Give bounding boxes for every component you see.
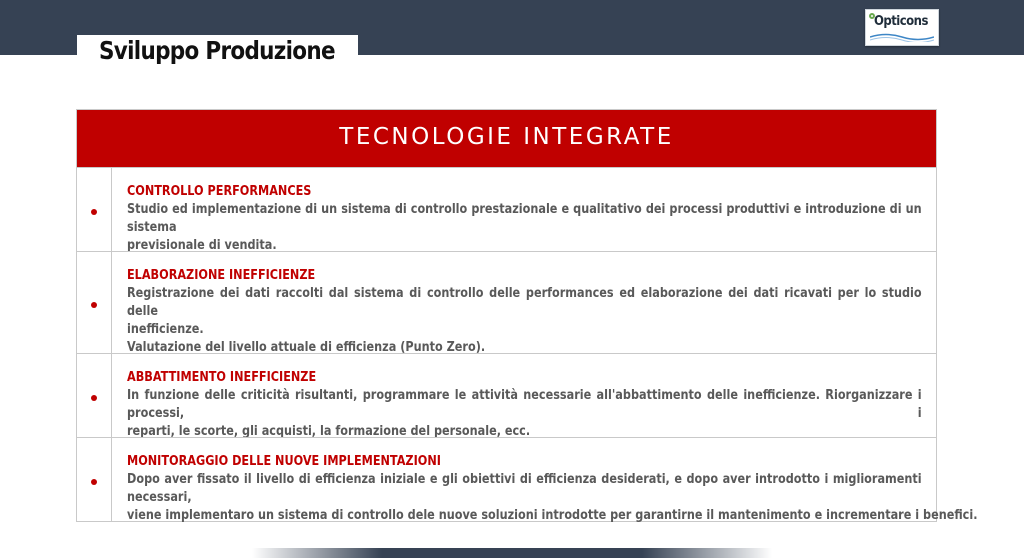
row-text-line: Dopo aver fissato il livello di efficienza iniziale e gli obiettivi di efficienza desiderati, e dopo aver introdotto i miglioramenti necessari,: [127, 472, 922, 505]
integrated-technologies-table: [76, 109, 978, 523]
row-text-line: viene implementaro un sistema di controllo dele nuove soluzioni introdotte per garantirne il mantenimento e incrementare i benefici.: [127, 508, 978, 523]
table-row: [77, 437, 978, 523]
row-text: [127, 387, 922, 441]
bullet-icon: [91, 209, 97, 215]
row-title: CONTROLLO PERFORMANCES: [127, 184, 312, 199]
row-title: ABBATTIMENTO INEFFICIENZE: [127, 370, 317, 385]
row-title: MONITORAGGIO DELLE NUOVE IMPLEMENTAZIONI: [127, 454, 441, 469]
bullet-cell: [77, 438, 112, 521]
page-title: Sviluppo Produzione: [99, 36, 335, 65]
bullet-cell: [77, 354, 112, 437]
table-row: [77, 251, 936, 353]
bullet-icon: [91, 395, 97, 401]
table-title: TECNOLOGIE INTEGRATE: [339, 124, 674, 150]
table-row: [77, 353, 936, 437]
table-row: [77, 167, 936, 251]
row-text-line: In funzione delle criticità risultanti, programmare le attività necessarie all'abbattimento delle inefficienze. Riorganizzare i processi, i: [127, 388, 922, 421]
bullet-cell: [77, 252, 112, 353]
bullet-icon: [91, 302, 97, 308]
row-text-line: previsionale di vendita.: [127, 238, 277, 253]
row-title: ELABORAZIONE INEFFICIENZE: [127, 268, 316, 283]
table-header: [77, 110, 936, 167]
row-text-line: Studio ed implementazione di un sistema di controllo prestazionale e qualitativo dei processi produttivi e introduzione di un sistema: [127, 202, 922, 235]
logo-text: Opticons: [874, 14, 928, 29]
row-text-line: reparti, le scorte, gli acquisti, la formazione del personale, ecc.: [127, 424, 531, 439]
row-text: [127, 285, 922, 357]
row-content: [127, 453, 978, 525]
row-text: [127, 471, 978, 525]
row-content: [127, 183, 922, 255]
footer-bar: [252, 548, 772, 558]
row-text-line: Registrazione dei dati raccolti dal sistema di controllo delle performances ed elaborazione dei dati ricavati per lo studio delle: [127, 286, 922, 319]
opticons-logo: [865, 9, 939, 46]
row-text-line: Valutazione del livello attuale di efficienza (Punto Zero).: [127, 340, 486, 355]
row-content: [127, 369, 922, 441]
row-text-line: inefficienze.: [127, 322, 204, 337]
logo-wave-icon: [870, 32, 934, 42]
row-content: [127, 267, 922, 357]
row-text: [127, 201, 922, 255]
bullet-icon: [91, 479, 97, 485]
bullet-cell: [77, 168, 112, 251]
